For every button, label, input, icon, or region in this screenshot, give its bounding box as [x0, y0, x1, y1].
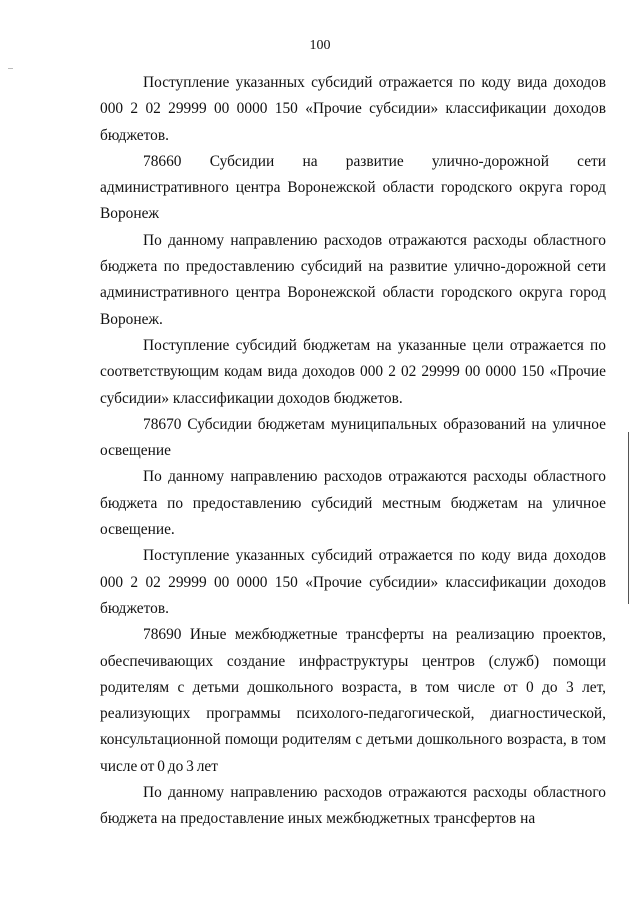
- heading-78660-road-network: 78660 Субсидии на развитие улично-дорожной сети административного центра Воронежской области городского округа город Воронеж: [100, 152, 606, 223]
- document-body: [100, 70, 606, 833]
- paragraph-78690-expenses: По данному направлению расходов отражаются расходы областного бюджета на предоставление иных межбюджетных трансфертов на: [100, 784, 606, 828]
- paragraph-78660-expenses: По данному направлению расходов отражаются расходы областного бюджета по предоставлению субсидий на развитие улично-дорожной сети административного центра Воронежской области городского округа город Воронеж.: [100, 231, 606, 328]
- paragraph-78670-income: Поступление указанных субсидий отражается по коду вида доходов 000 2 02 29999 00 0000 150 «Прочие субсидии» классификации доходов бюджетов.: [100, 547, 606, 617]
- scan-artifact-mark: [8, 68, 13, 69]
- heading-78690-parent-support-centers: 78690 Иные межбюджетные трансферты на реализацию проектов, обеспечивающих создание инфраструктуры центров (служб) помощи родителям с детьми дошкольного возраста, в том числе от 0 до 3 лет, реализующих программы психолого-педагогической, диагностической, консультационной помощи родителям с детьми дошкольного возраста, в том числе от 0 до 3 лет: [100, 626, 606, 775]
- paragraph-78660-income: Поступление субсидий бюджетам на указанные цели отражается по соответствующим кодам вида доходов 000 2 02 29999 00 0000 150 «Прочие субсидии» классификации доходов бюджетов.: [100, 336, 606, 407]
- heading-78670-street-lighting: 78670 Субсидии бюджетам муниципальных образований на уличное освещение: [100, 415, 606, 460]
- page-number: 100: [309, 38, 331, 53]
- paragraph-income-subsidies-1: Поступление указанных субсидий отражается по коду вида доходов 000 2 02 29999 00 0000 150 «Прочие субсидии» классификации доходов бюджетов.: [100, 74, 606, 144]
- margin-scan-line: [628, 432, 629, 604]
- paragraph-78670-expenses: По данному направлению расходов отражаются расходы областного бюджета по предоставлению субсидий местным бюджетам на уличное освещение.: [100, 468, 606, 539]
